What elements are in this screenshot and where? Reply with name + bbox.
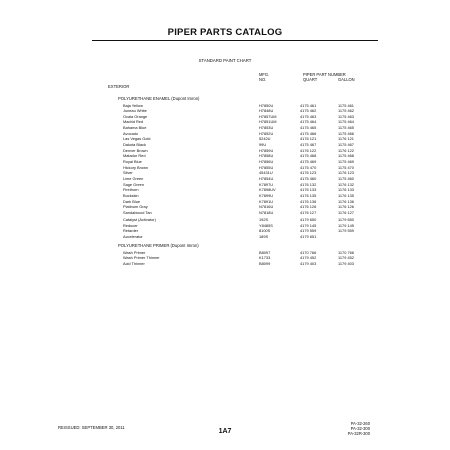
gallon-part: 1175 462 (338, 108, 354, 114)
gallon-part: 1176 136 (338, 198, 354, 204)
gallon-part: 1179 452 (338, 255, 354, 261)
part-name: Sage Green (123, 181, 144, 187)
part-name: Dakota Black (123, 142, 146, 148)
col-gallon-header: GALLON (338, 77, 355, 83)
part-name: Retarder (123, 228, 139, 234)
part-name: Platinum Gray (123, 204, 148, 210)
mfg-number: H7850U (259, 102, 274, 108)
quart-part: 4176 132 (300, 181, 317, 187)
part-name: Matador Red (123, 153, 146, 159)
gallon-part: 1176 132 (338, 181, 354, 187)
quart-part: 4175 463 (300, 113, 317, 119)
section-exterior: EXTERIOR (108, 84, 130, 89)
gallon-part: 1176 127 (338, 209, 354, 215)
mfg-number: K1733 (259, 255, 271, 261)
quart-part: 4175 461 (300, 102, 317, 108)
mfg-number: N7818U (259, 209, 274, 215)
part-name: Reducer (123, 222, 138, 228)
quart-part: 4179 403 (300, 260, 317, 266)
gallon-part: 1176 122 (338, 147, 354, 153)
group-title-primer: POLYURETHANE PRIMER (Dupont Imron) (118, 243, 199, 248)
model-item: PA-32R-300 (347, 431, 370, 437)
quart-part: 4176 123 (300, 170, 317, 176)
col-mfg-header (259, 72, 269, 82)
header-rule (92, 40, 378, 41)
part-name: Denver Brown (123, 147, 148, 153)
part-name: Sandalwood Tan (123, 209, 152, 215)
model-item: PA-32-300 (350, 426, 370, 432)
gallon-part: 1176 121 (338, 136, 354, 142)
part-name: Baja Yellow (123, 102, 143, 108)
quart-part: 4179 452 (300, 255, 317, 261)
gallon-part: 1176 135 (338, 192, 354, 198)
part-name: Dark Blue (123, 198, 141, 204)
mfg-number: K7891U (259, 198, 274, 204)
mfg-number: K7898UV (259, 187, 276, 193)
gallon-part: 1175 467 (338, 142, 354, 148)
part-name: Las Vegas Gold (123, 136, 151, 142)
col-piper-part-header: PIPER PART NUMBER (303, 72, 346, 77)
part-name: Wash Primer Thinner (123, 255, 160, 261)
part-name: Hickory Brown (123, 164, 149, 170)
gallon-part: 1175 469 (338, 159, 354, 164)
model-list (348, 421, 370, 437)
group-title-enamel: POLYURETHANE ENAMEL (Dupont Imron) (118, 96, 200, 101)
col-mfg-line1: MFG. (259, 72, 270, 77)
mfg-number: H7851UM (259, 119, 277, 125)
part-name: Acid Thinner (123, 260, 145, 266)
quart-part: 4176 136 (300, 198, 317, 204)
quart-part: 4179 651 (300, 233, 317, 239)
model-item: PA-32-260 (350, 421, 370, 426)
quart-part: 4170 766 (300, 249, 317, 255)
part-name: Bahama Blue (123, 125, 147, 131)
chart-title: STANDARD PAINT CHART (198, 58, 252, 63)
mfg-number: 192S (259, 217, 269, 222)
gallon-part: 1170 766 (338, 249, 354, 255)
mfg-number: H7855U (259, 164, 274, 170)
quart-part: 4179 650 (300, 217, 317, 222)
quart-part: 4175 462 (300, 108, 317, 114)
part-name: Juneau White (123, 108, 147, 114)
mfg-number: H7857UM (259, 113, 277, 119)
part-name: Lime Green (123, 175, 144, 181)
quart-part: 4176 127 (300, 209, 317, 215)
mfg-number: H7854U (259, 175, 274, 181)
quart-part: 4175 469 (300, 159, 317, 164)
quart-part: 4179 145 (300, 222, 317, 228)
quart-part: 4175 470 (300, 164, 317, 170)
mfg-number: B8097 (259, 249, 271, 255)
gallon-part: 1179 403 (338, 260, 354, 266)
gallon-part: 1175 460 (338, 175, 354, 181)
part-name: Wash Primer (123, 249, 146, 255)
quart-part: 4175 468 (300, 153, 317, 159)
reissued-date: REISSUED: SEPTEMBER 30, 2011 (58, 425, 125, 430)
gallon-part: 1176 123 (338, 170, 354, 176)
mfg-number: B8099 (259, 260, 271, 266)
part-name: Firethorn (123, 187, 139, 193)
gallon-part: 1175 468 (338, 153, 354, 159)
gallon-part: 1175 461 (338, 102, 354, 108)
col-quart-header: QUART (303, 77, 318, 83)
part-name: Accelerator (123, 233, 143, 239)
mfg-number: H7858U (259, 153, 274, 159)
mfg-number: H7859U (259, 147, 274, 153)
quart-part: 4176 126 (300, 204, 317, 210)
gallon-part: 1175 466 (338, 130, 354, 136)
mfg-number: K7899U (259, 192, 274, 198)
gallon-part: 1179 650 (338, 217, 354, 222)
mfg-number: K7897U (259, 181, 274, 187)
quart-part: 4175 465 (300, 125, 317, 131)
quart-part: 4176 122 (300, 147, 317, 153)
quart-part: 4175 464 (300, 119, 317, 125)
mfg-number: H7852U (259, 130, 274, 136)
gallon-part: 1175 464 (338, 119, 354, 125)
quart-part: 4176 133 (300, 187, 317, 193)
mfg-number: N7816U (259, 204, 274, 210)
gallon-part: 1176 133 (338, 187, 354, 193)
quart-part: 4175 460 (300, 175, 317, 181)
gallon-part: 1175 463 (338, 113, 354, 119)
mfg-number: 99U (259, 142, 267, 148)
page-number: 1A7 (218, 428, 232, 435)
part-name: Ocala Orange (123, 113, 148, 119)
mfg-number: 189S (259, 233, 269, 239)
quart-part: 4179 559 (300, 228, 317, 234)
gallon-part: 1175 465 (338, 125, 354, 131)
quart-part: 4175 466 (300, 130, 317, 136)
part-name: Madrid Red (123, 119, 144, 125)
mfg-number: 45431U (259, 170, 273, 176)
mfg-number: H7848U (259, 108, 274, 114)
quart-part: 4175 467 (300, 142, 317, 148)
part-name: Buckskin (123, 192, 139, 198)
part-name: Silver (123, 170, 133, 176)
gallon-part: 1179 559 (338, 228, 354, 234)
mfg-number: 5242U (259, 136, 271, 142)
part-name: Catalyst (Activator) (123, 217, 156, 222)
gallon-part: 1176 126 (338, 204, 354, 210)
col-mfg-line2: NO. (259, 77, 267, 83)
page-header-title: PIPER PARTS CATALOG (167, 27, 283, 38)
mfg-number: Y8485S (259, 222, 273, 228)
part-name: Avocado (123, 130, 139, 136)
quart-part: 4176 121 (300, 136, 317, 142)
mfg-number: 8100S (259, 228, 271, 234)
quart-part: 4176 135 (300, 192, 317, 198)
mfg-number: H7856U (259, 159, 274, 164)
gallon-part: 1179 145 (338, 222, 354, 228)
part-name: Royal Blue (123, 159, 142, 164)
gallon-part: 1175 470 (338, 164, 354, 170)
mfg-number: H7853U (259, 125, 274, 131)
